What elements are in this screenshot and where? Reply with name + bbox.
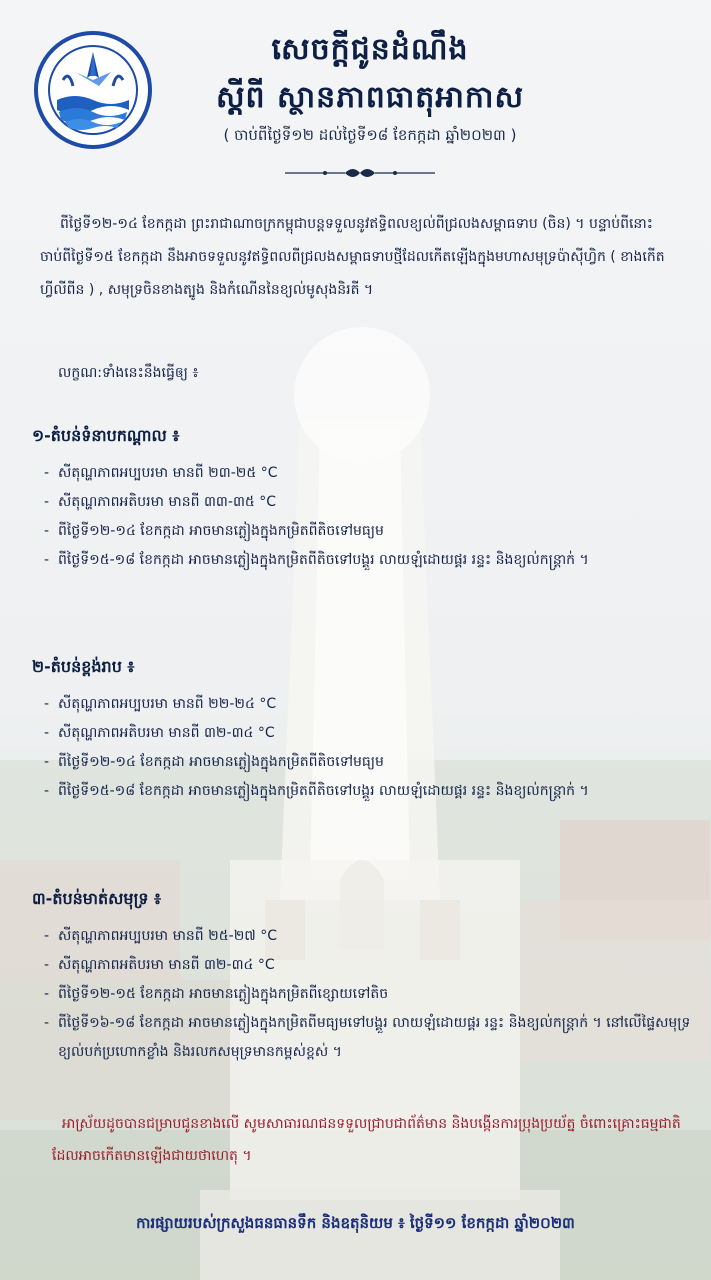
publisher-footer: ការផ្សាយរបស់ក្រសួងធនធានទឹក និងឧតុនិយម ៖ ថ្ងៃទី១១ ខែកក្កដា ឆ្នាំ២០២៣ [136, 1214, 575, 1232]
list-item: - ពីថ្ងៃទី១២-១៤ ខែកក្កដា អាចមានភ្លៀងក្នុងកម្រិតពីតិចទៅមធ្យម [32, 748, 692, 777]
list-item: - ពីថ្ងៃទី១២-១៥ ខែកក្កដា អាចមានភ្លៀងក្នុងកម្រិតពីខ្សោយទៅតិច [32, 980, 692, 1009]
precaution-notice: អាស្រ័យដូចបានជម្រាបជូនខាងលើ សូមសាធារណជនទទួលជ្រាបជាព័ត៌មាន និងបង្កើនការប្រុងប្រយ័ត្ន ចំពោះគ្រោះធម្មជាតិដែលអាចកើតមានឡើងជាយថាហេតុ ។ [52, 1116, 681, 1164]
list-item: - ពីថ្ងៃទី១៥-១៨ ខែកក្កដា អាចមានភ្លៀងក្នុងកម្រិតពីតិចទៅបង្គួរ លាយឡំដោយផ្គរ រន្ទះ និងខ្យល់កន្ត្រាក់ ។ [32, 546, 692, 575]
list-item: - សីតុណ្ហភាពអប្បបរមា មានពី ២៥-២៧ °C [32, 922, 692, 951]
ornament-divider-icon [285, 165, 435, 181]
list-item: - សីតុណ្ហភាពអប្បបរមា មានពី ២២-២៤ °C [32, 690, 692, 719]
intro-paragraph: ពីថ្ងៃទី១២-១៤ ខែកក្កដា ព្រះរាជាណាចក្រកម្ពុជាបន្តទទួលនូវឥទ្ធិពលខ្យល់ពីជ្រលងសម្ពាធទាប (ចិន) ។ បន្ទាប់ពីនោះ ចាប់ពីថ្ងៃទី១៥ ខែកក្កដា នឹងអាចទទួលនូវឥទ្ធិពលពីជ្រលងសម្ពាធទាបថ្មីដែលកើតឡើងក្នុងមហាសមុទ្រប៉ាស៊ីហ្វិក ( ខាងកើតហ្វីលីពីន ) , សមុទ្រចិនខាងត្បូង និងកំណើននៃខ្យល់មូសុងនិរតី ។ [40, 216, 665, 298]
lead-text: លក្ខណ:ទាំងនេះនឹងធ្វើឲ្យ ៖ [58, 365, 199, 381]
section-heading: ១-តំបន់ទំនាបកណ្តាល ៖ [32, 426, 180, 445]
ministry-logo-compass-waves-icon [33, 30, 153, 150]
region-section-central-lowlands [32, 425, 692, 575]
list-item: - ពីថ្ងៃទី១៦-១៨ ខែកក្កដា អាចមានភ្លៀងក្នុងកម្រិតពីមធ្យមទៅបង្គួរ លាយឡំដោយផ្គរ រន្ទះ និងខ្យល់កន្ត្រាក់ ។ នៅលើផ្ទៃសមុទ្រ ខ្យល់បក់ប្រហោកខ្លាំង និងរលកសមុទ្រមានកម្ពស់ខ្ពស់ ។ [32, 1009, 692, 1067]
list-item: - ពីថ្ងៃទី១២-១៤ ខែកក្កដា អាចមានភ្លៀងក្នុងកម្រិតពីតិចទៅមធ្យម [32, 517, 692, 546]
list-item: - ពីថ្ងៃទី១៥-១៨ ខែកក្កដា អាចមានភ្លៀងក្នុងកម្រិតពីតិចទៅបង្គួរ លាយឡំដោយផ្គរ រន្ទះ និងខ្យល់កន្ត្រាក់ ។ [32, 777, 692, 806]
list-item: - សីតុណ្ហភាពអតិបរមា មានពី ៣៣-៣៥ °C [32, 488, 692, 517]
ministry-logo [33, 30, 153, 150]
section-heading: ៣-តំបន់មាត់សមុទ្រ ៖ [32, 889, 162, 908]
notice-title: សេចក្តីជូនដំណឹង [271, 32, 469, 67]
date-range: ( ចាប់ពីថ្ងៃទី១២ ដល់ថ្ងៃទី១៨ ខែកក្កដា ឆ្នាំ២០២៣ ) [223, 126, 517, 144]
region-section-coastal [32, 888, 692, 1067]
region-section-plateau [32, 656, 692, 806]
section-heading: ២-តំបន់ខ្ពង់រាប ៖ [32, 657, 135, 676]
notice-subject: ស្តីពី ស្ថានភាពធាតុអាកាស [215, 80, 525, 115]
list-item: - សីតុណ្ហភាពអតិបរមា មានពី ៣២-៣៤ °C [32, 951, 692, 980]
list-item: - សីតុណ្ហភាពអប្បបរមា មានពី ២៣-២៥ °C [32, 459, 692, 488]
list-item: - សីតុណ្ហភាពអតិបរមា មានពី ៣២-៣៤ °C [32, 719, 692, 748]
